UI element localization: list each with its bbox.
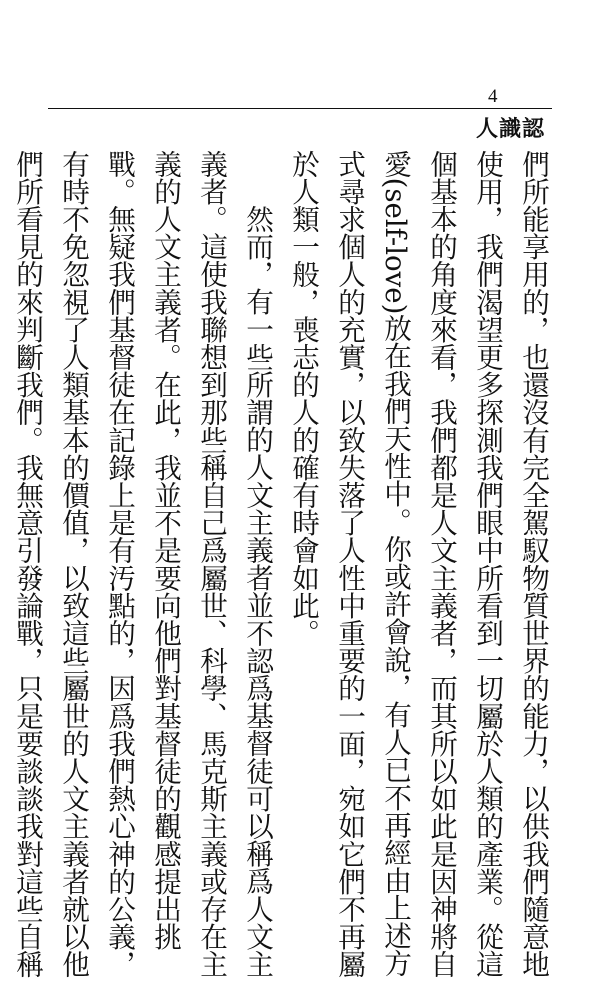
body-text bbox=[11, 150, 556, 980]
header-rule bbox=[48, 108, 552, 109]
paragraph: 然而，有一些所謂的人文主義者並不認爲基督徒可以稱爲人文主義者。這使我聯想到那些稱自己爲屬世、科學、馬克斯主義或存在主義的人文主義者。在此，我並不是要向他們對基督徒的觀感提出挑戰。無疑我們基督徒在記錄上是有汚點的，因爲我們熱心神的公義，有時不免忽視了人類基本的價值，以致這些屬世的人文主義者就以他們所看見的來判斷我們。我無意引發論戰，只是要談談我對這些自稱 bbox=[11, 150, 274, 978]
paragraph: 們所能享用的，也還沒有完全駕馭物質世界的能力，以供我們隨意地使用，我們渴望更多探測我們眼中所看到一切屬於人類的產業。從這個基本的角度來看，我們都是人文主義者，而其所以如此是因神將自愛(self-love)放在我們天性中。你或許會說，有人已不再經由上述方式尋求個人的充實，以致失落了人性中重要的一面，宛如它們不再屬於人類一般，喪志的人的確有時會如此。 bbox=[287, 150, 550, 978]
running-head: 人識認 bbox=[476, 116, 546, 142]
page-number: 4 bbox=[488, 86, 498, 107]
